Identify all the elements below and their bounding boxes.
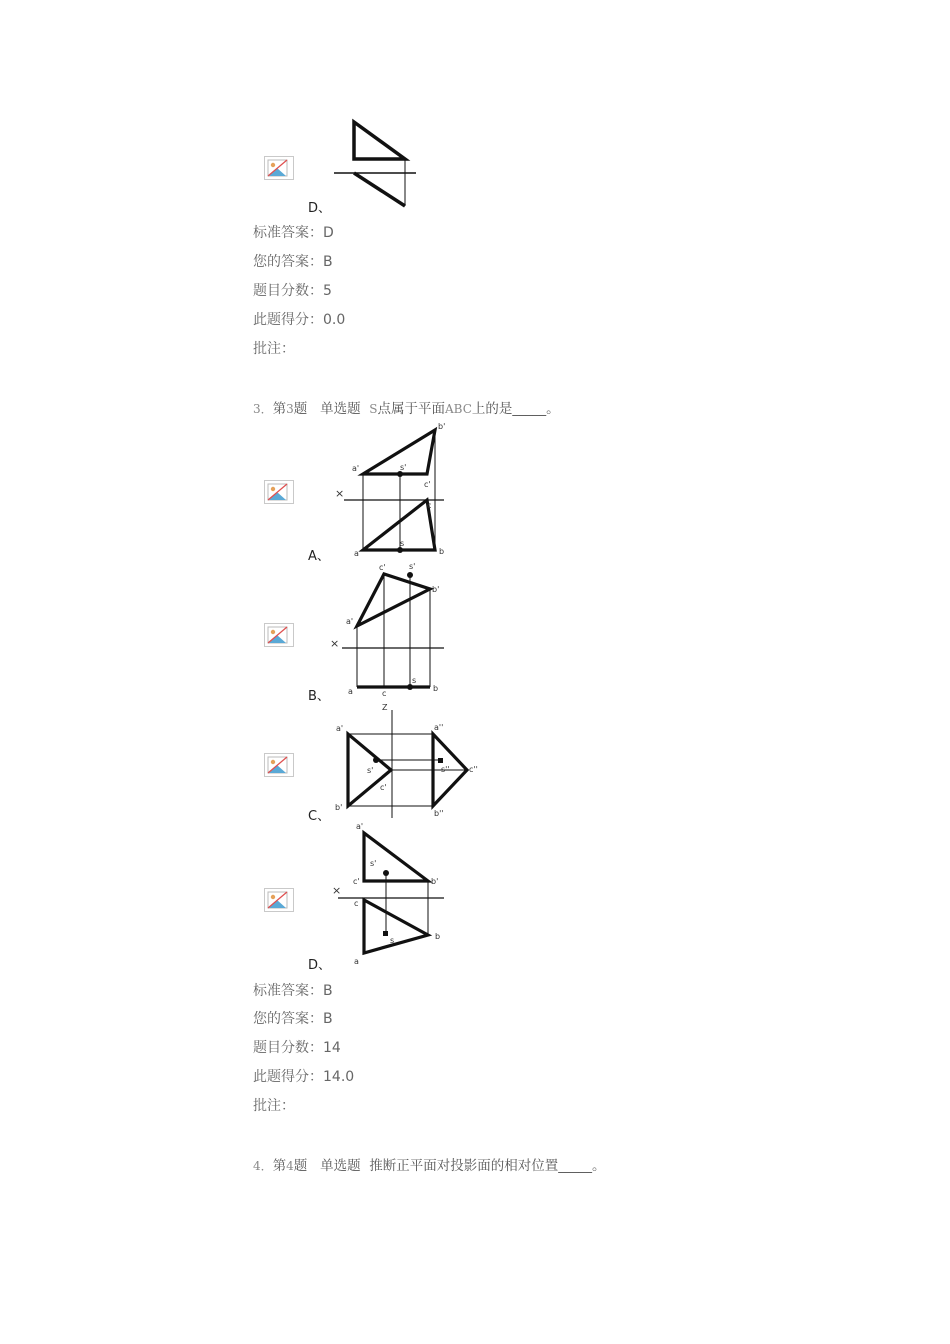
label-s1: s' — [400, 463, 407, 472]
option-a-figure — [330, 420, 450, 562]
question-score-value: 14 — [323, 1040, 341, 1056]
earned-score-value: 14.0 — [323, 1069, 355, 1085]
question-score-value: 5 — [323, 283, 332, 299]
label-b1: b' — [431, 877, 439, 886]
label-s: s — [390, 936, 395, 945]
question-text-end: 上的是_____。 — [471, 401, 560, 417]
earned-score-label: 此题得分： — [253, 1069, 323, 1085]
question-title-suffix: 题 — [293, 1158, 308, 1174]
question-number: 3． — [253, 402, 273, 416]
label-c2: c'' — [469, 765, 478, 774]
option-b-letter: B、 — [308, 689, 330, 704]
label-b1: b' — [438, 422, 446, 431]
label-c: c — [354, 899, 359, 908]
standard-answer-value: B — [323, 983, 333, 999]
label-c1: c' — [380, 783, 387, 792]
label-a: a — [348, 687, 353, 696]
label-c1: c' — [379, 563, 386, 572]
your-answer-label: 您的答案： — [253, 254, 323, 270]
label-a1: a' — [346, 617, 354, 626]
your-answer-value: B — [323, 254, 333, 270]
broken-image-icon — [264, 480, 294, 504]
note-label: 批注： — [253, 341, 295, 357]
question-score-label: 题目分数： — [253, 283, 323, 299]
your-answer — [253, 1009, 333, 1029]
option-d-letter: D、 — [308, 201, 332, 216]
earned-score — [253, 1067, 354, 1087]
note — [253, 339, 295, 359]
question-title-prefix: 第 — [272, 1158, 287, 1174]
question-text-mid: 点属于平面 — [377, 401, 445, 417]
option-d-figure — [330, 818, 450, 968]
label-a: a — [354, 957, 359, 966]
label-s2: s'' — [441, 765, 450, 774]
label-c1: c' — [353, 877, 360, 886]
question-point: S — [369, 402, 378, 416]
label-a1: a' — [352, 464, 360, 473]
label-s1: s' — [370, 859, 377, 868]
label-a1: a' — [336, 724, 344, 733]
broken-image-icon — [264, 753, 294, 777]
label-a: a — [354, 549, 359, 558]
option-a-letter: A、 — [308, 549, 330, 564]
standard-answer-label: 标准答案： — [253, 225, 323, 241]
label-b: b — [433, 684, 439, 693]
your-answer-value: B — [323, 1011, 333, 1027]
standard-answer — [253, 981, 333, 1001]
label-b1: b' — [432, 585, 440, 594]
label-a1: a' — [356, 822, 364, 831]
earned-score — [253, 310, 345, 330]
label-s: s — [412, 676, 417, 685]
earned-score-value: 0.0 — [323, 312, 346, 328]
option-c-letter: C、 — [308, 809, 331, 824]
option-c-figure — [330, 700, 490, 822]
question-text: 推断正平面对投影面的相对位置_____。 — [369, 1158, 606, 1174]
question-type: 单选题 — [320, 401, 361, 417]
label-c1: c' — [424, 480, 431, 489]
your-answer — [253, 252, 333, 272]
standard-answer-value: D — [323, 225, 334, 241]
broken-image-icon — [264, 888, 294, 912]
label-z: Z — [382, 703, 388, 712]
label-s1: s' — [367, 766, 374, 775]
option-d-figure — [330, 116, 420, 212]
question-score-label: 题目分数： — [253, 1040, 323, 1056]
your-answer-label: 您的答案： — [253, 1011, 323, 1027]
question-title-prefix: 第 — [272, 401, 287, 417]
broken-image-icon — [264, 623, 294, 647]
label-x: × — [332, 884, 342, 897]
question-title-num: 4 — [286, 1159, 294, 1173]
label-s1: s' — [409, 562, 416, 571]
label-x: × — [335, 487, 345, 500]
earned-score-label: 此题得分： — [253, 312, 323, 328]
question-number: 4． — [253, 1159, 273, 1173]
question-score — [253, 1038, 341, 1058]
standard-answer — [253, 223, 334, 243]
question-title — [253, 397, 560, 417]
standard-answer-label: 标准答案： — [253, 983, 323, 999]
label-s: s — [400, 539, 405, 548]
option-d-letter: D、 — [308, 958, 332, 973]
label-b: b — [435, 932, 441, 941]
note-label: 批注： — [253, 1098, 295, 1114]
label-b1: b' — [335, 803, 343, 812]
label-a2: a'' — [434, 723, 444, 732]
question-type: 单选题 — [320, 1158, 361, 1174]
label-c: c — [382, 689, 387, 698]
label-b: b — [439, 547, 445, 556]
label-b2: b'' — [434, 809, 444, 818]
label-x: × — [330, 637, 340, 650]
question-title-num: 3 — [286, 402, 294, 416]
label-c: c — [427, 501, 432, 510]
question-title-suffix: 题 — [293, 401, 308, 417]
broken-image-icon — [264, 156, 294, 180]
question-title — [253, 1154, 606, 1174]
note — [253, 1096, 295, 1116]
question-score — [253, 281, 332, 301]
question-plane: ABC — [444, 402, 472, 416]
option-b-figure — [328, 560, 448, 700]
